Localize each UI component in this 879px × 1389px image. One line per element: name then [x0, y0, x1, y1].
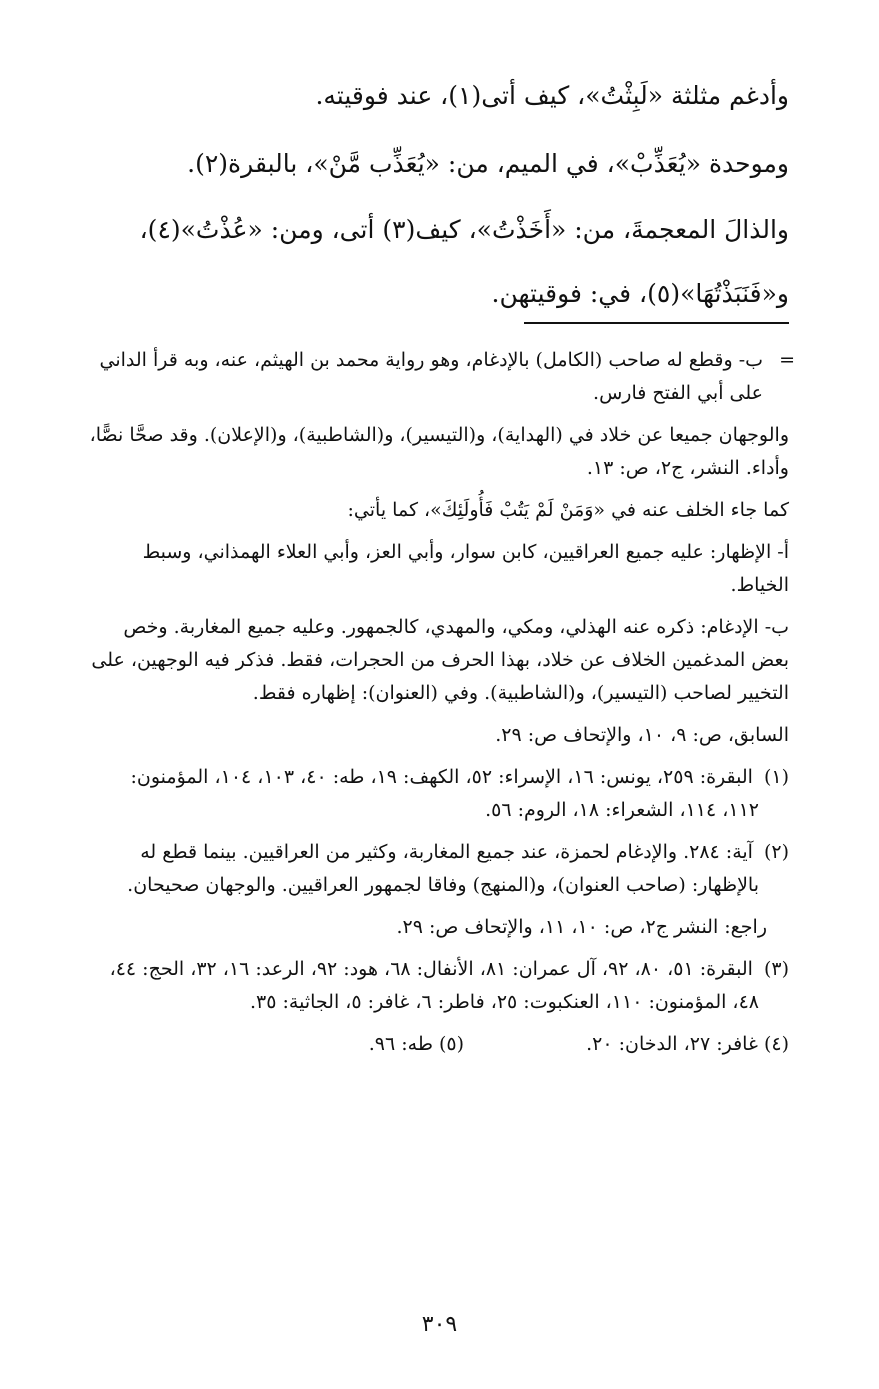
footnote-continuation-1: = ب- وقطع له صاحب (الكامل) بالإدغام، وهو رواية محمد بن الهيثم، عنه، وبه قرأ الداني على أبي الفتح فارس.	[89, 344, 789, 410]
footnote-5: (٥) طه: ٩٦.	[368, 1033, 465, 1055]
footnote-divider	[524, 322, 789, 324]
footnote-continuation-3: كما جاء الخلف عنه في «وَمَنْ لَمْ يَتُبْ فَأُولَئِكَ»، كما يأتي:	[347, 499, 789, 521]
footnote-continuation-2: والوجهان جميعا عن خلاد في (الهداية)، و(التيسير)، و(الشاطبية)، و(الإعلان). وقد صحَّا نصًّا، وأداء. النشر، ج٢، ص: ١٣.	[89, 424, 789, 479]
footnote-continuation-4: أ- الإظهار: عليه جميع العراقيين، كابن سوار، وأبي العز، وأبي العلاء الهمذاني، وسبط الخياط.	[142, 541, 789, 596]
footnotes-4-5	[89, 1028, 789, 1061]
footnotes	[89, 344, 795, 1070]
footnote-continuation-5: ب- الإدغام: ذكره عنه الهذلي، ومكي، والمهدي، كالجمهور. وعليه جميع المغاربة. وخص بعض المدغمين الخلاف عن خلاد، بهذا الحرف من الحجرات، فقط. فذكر فيه الوجهين، على التخيير لصاحب (التيسير)، و(الشاطبية). وفي (العنوان): إظهاره فقط.	[91, 616, 789, 704]
footnote-3: (٣) البقرة: ٥١، ٨٠، ٩٢، آل عمران: ٨١، الأنفال: ٦٨، هود: ٩٢، الرعد: ١٦، ٣٢، الحج: ٤٤، ٤٨، المؤمنون: ١١٠، العنكبوت: ٢٥، فاطر: ٦، غافر: ٥، الجاثية: ٣٥.	[89, 953, 789, 1019]
main-line-3: والذالَ المعجمةَ، من: «أَخَذْتُ»، كيف(٣) أتى، ومن: «عُذْتُ»(٤)، و«فَنَبَذْتُهَا»(٥)، في: فوقيتهن.	[139, 215, 789, 308]
footnote-2-reference: راجع: النشر ج٢، ص: ١٠، ١١، والإتحاف ص: ٢٩.	[396, 916, 767, 938]
main-line-2: وموحدة «يُعَذِّبْ»، في الميم، من: «يُعَذِّب مَّنْ»، بالبقرة(٢).	[187, 149, 789, 178]
continuation-mark: =	[779, 349, 795, 371]
footnote-continuation-6: السابق، ص: ٩، ١٠، والإتحاف ص: ٢٩.	[495, 724, 789, 746]
footnote-3-number: (٣)	[763, 958, 789, 980]
main-line-1: وأدغم مثلثة «لَبِثْتُ»، كيف أتى(١)، عند فوقيته.	[315, 81, 789, 110]
footnote-1-number: (١)	[763, 766, 789, 788]
footnote-4: (٤) غافر: ٢٧، الدخان: ٢٠.	[586, 1033, 789, 1055]
footnote-2: (٢) آية: ٢٨٤. والإدغام لحمزة، عند جميع المغاربة، وكثير من العراقيين. بينما قطع له بالإظهار: (صاحب العنوان)، و(المنهج) وفاقا لجمهور العراقيين. والوجهان صحيحان.	[89, 836, 789, 902]
page-number: ٣٠٩	[421, 1312, 458, 1337]
main-text	[89, 62, 789, 326]
footnote-1: (١) البقرة: ٢٥٩، يونس: ١٦، الإسراء: ٥٢، الكهف: ١٩، طه: ٤٠، ١٠٣، ١٠٤، المؤمنون: ١١٢، ١١٤، الشعراء: ١٨، الروم: ٥٦.	[89, 761, 789, 827]
footnote-2-number: (٢)	[763, 841, 789, 863]
